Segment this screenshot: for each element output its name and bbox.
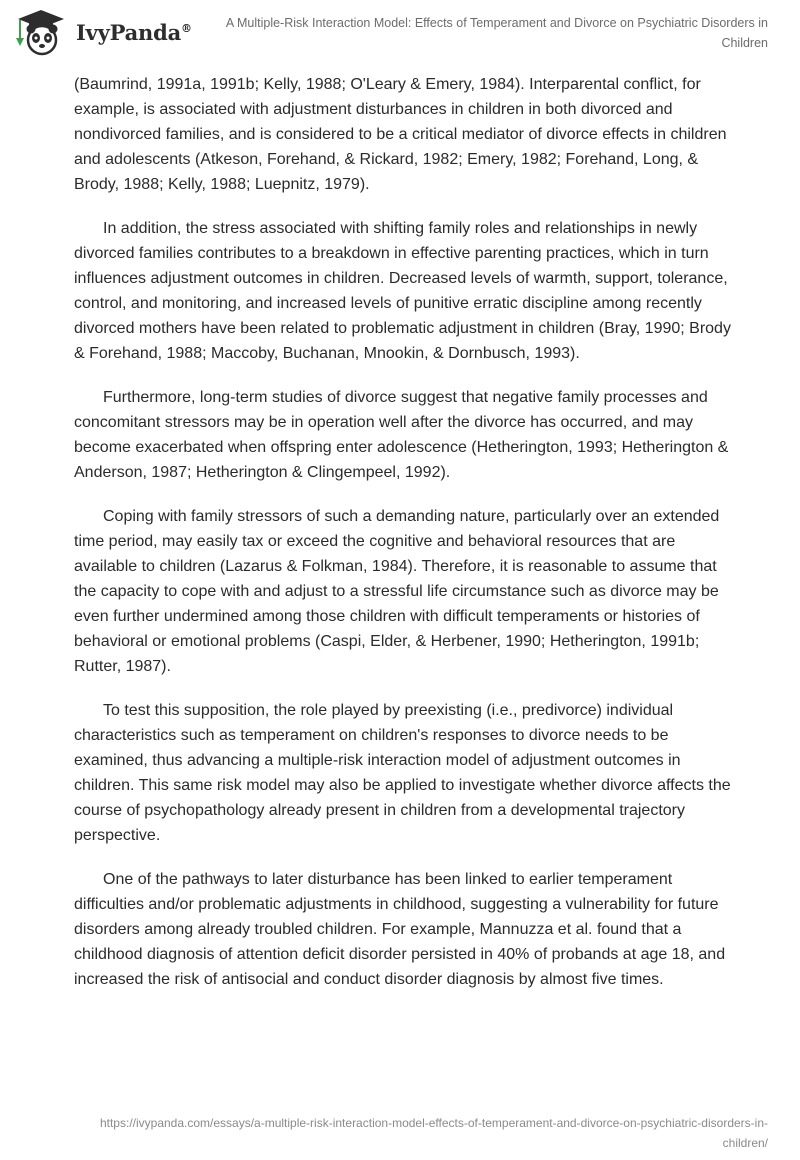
document-title-line-1: A Multiple-Risk Interaction Model: Effects of Temperament and Divorce on Psychiatric Disorders in <box>225 16 768 30</box>
page-header <box>0 0 800 62</box>
source-url-line-2: children/ <box>722 1136 768 1150</box>
document-title-line-2: Children <box>721 36 768 50</box>
paragraph: To test this supposition, the role played by preexisting (i.e., predivorce) individual characteristics such as temperament on children's responses to divorce needs to be examined, thus advancing a multiple-risk interaction model of adjustment outcomes in children. This same risk model may also be applied to investigate whether divorce affects the course of psychopathology already present in children from a developmental trajectory perspective. <box>74 702 731 844</box>
paragraph: Furthermore, long-term studies of divorce suggest that negative family processes and concomitant stressors may be in operation well after the divorce has occurred, and may become exacerbated when offspring enter adolescence (Hetherington, 1993; Hetherington & Anderson, 1987; Hetherington & Clingempeel, 1992). <box>74 389 729 481</box>
panda-graduate-icon <box>12 8 70 56</box>
source-url[interactable] <box>48 1113 768 1153</box>
paragraph: (Baumrind, 1991a, 1991b; Kelly, 1988; O'Leary & Emery, 1984). Interparental conflict, for example, is associated with adjustment disturbances in children in both divorced and nondivorced families, and is considered to be a critical mediator of divorce effects in children and adolescents (Atkeson, Forehand, & Rickard, 1982; Emery, 1982; Forehand, Long, & Brody, 1988; Kelly, 1988; Luepnitz, 1979). <box>74 76 727 193</box>
brand-name: IvyPanda® <box>76 19 192 45</box>
document-title <box>188 13 768 53</box>
ivypanda-logo[interactable] <box>12 8 192 56</box>
paragraph: One of the pathways to later disturbance has been linked to earlier temperament difficulties and/or problematic adjustments in childhood, suggesting a vulnerability for future disorders among already troubled children. For example, Mannuzza et al. found that a childhood diagnosis of attention deficit disorder persisted in 40% of probands at age 18, and increased the risk of antisocial and conduct disorder diagnosis by almost five times. <box>74 871 726 988</box>
paragraph: In addition, the stress associated with shifting family roles and relationships in newly divorced families contributes to a breakdown in effective parenting practices, which in turn influences adjustment outcomes in children. Decreased levels of warmth, support, tolerance, control, and monitoring, and increased levels of punitive erratic discipline among recently divorced mothers have been related to problematic adjustment in children (Bray, 1990; Brody & Forehand, 1988; Maccoby, Buchanan, Mnookin, & Dornbusch, 1993). <box>74 220 731 362</box>
source-url-line-1: https://ivypanda.com/essays/a-multiple-risk-interaction-model-effects-of-temperament-and-divorce-on-psychiatric-disorders-in- <box>99 1116 768 1130</box>
paragraph: Coping with family stressors of such a demanding nature, particularly over an extended time period, may easily tax or exceed the cognitive and behavioral resources that are available to children (Lazarus & Folkman, 1984). Therefore, it is reasonable to assume that the capacity to cope with and adjust to a stressful life circumstance such as divorce may be even further undermined among those children with difficult temperaments or histories of behavioral or emotional problems (Caspi, Elder, & Herbener, 1990; Hetherington, 1991b; Rutter, 1987). <box>74 508 720 675</box>
article-body <box>74 72 734 1011</box>
